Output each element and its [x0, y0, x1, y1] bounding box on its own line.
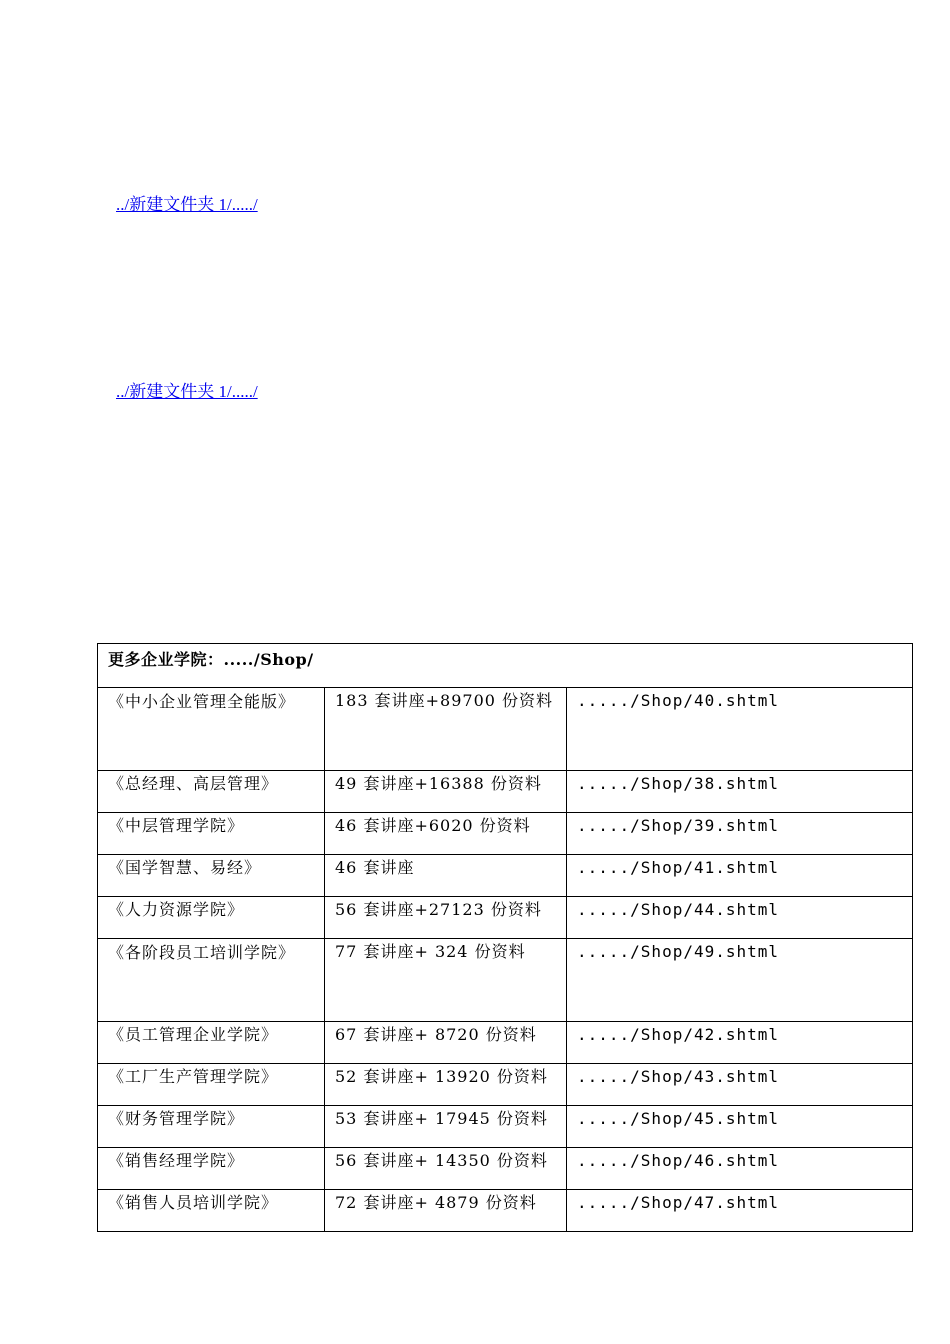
table-row: [98, 855, 913, 897]
academy-content-cell: 53 套讲座+ 17945 份资料: [325, 1106, 567, 1148]
academy-name: 《销售经理学院》: [108, 1151, 245, 1170]
academy-content-cell: 46 套讲座: [325, 855, 567, 897]
academy-url-cell: ...../Shop/45.shtml: [567, 1106, 913, 1148]
academy-name-cell: [98, 1148, 325, 1190]
table-row: [98, 897, 913, 939]
table-row: [98, 688, 913, 771]
table-row: [98, 1190, 913, 1232]
table-row: [98, 771, 913, 813]
academy-name-cell: [98, 1190, 325, 1232]
academy-name-cell: [98, 855, 325, 897]
academy-url-cell: ...../Shop/41.shtml: [567, 855, 913, 897]
academy-name-cell: [98, 688, 325, 771]
academy-content-cell: 77 套讲座+ 324 份资料: [325, 939, 567, 1022]
table-row: [98, 939, 913, 1022]
academy-table-body: [98, 644, 913, 1232]
academy-url-cell: ...../Shop/40.shtml: [567, 688, 913, 771]
academy-url-cell: ...../Shop/42.shtml: [567, 1022, 913, 1064]
academy-name-cell: [98, 897, 325, 939]
academy-content-cell: 56 套讲座+ 14350 份资料: [325, 1148, 567, 1190]
academy-name-cell: [98, 1064, 325, 1106]
table-row: [98, 1022, 913, 1064]
academy-name-cell: [98, 1106, 325, 1148]
academy-name: 《工厂生产管理学院》: [108, 1067, 279, 1086]
table-row: [98, 1106, 913, 1148]
academy-name: 《中小企业管理全能版》: [108, 692, 296, 711]
folder-link-2[interactable]: ../新建文件夹 1/...../: [116, 382, 258, 401]
academy-name-cell: [98, 813, 325, 855]
table-row: [98, 813, 913, 855]
academy-name-cell: [98, 771, 325, 813]
academy-name-cell: [98, 1022, 325, 1064]
academy-table: [97, 643, 913, 1232]
academy-name: 《国学智慧、易经》: [108, 858, 262, 877]
folder-link-1[interactable]: ../新建文件夹 1/...../: [116, 195, 258, 214]
academy-content-cell: 67 套讲座+ 8720 份资料: [325, 1022, 567, 1064]
academy-name: 《总经理、高层管理》: [108, 774, 279, 793]
academy-content-cell: 52 套讲座+ 13920 份资料: [325, 1064, 567, 1106]
academy-name: 《员工管理企业学院》: [108, 1025, 279, 1044]
table-header-row: [98, 644, 913, 688]
academy-name: 《财务管理学院》: [108, 1109, 245, 1128]
academy-url-cell: ...../Shop/38.shtml: [567, 771, 913, 813]
academy-url-cell: ...../Shop/46.shtml: [567, 1148, 913, 1190]
academy-name: 《中层管理学院》: [108, 816, 245, 835]
academy-content-cell: 56 套讲座+27123 份资料: [325, 897, 567, 939]
academy-url-cell: ...../Shop/49.shtml: [567, 939, 913, 1022]
academy-name-cell: [98, 939, 325, 1022]
academy-name: 《人力资源学院》: [108, 900, 245, 919]
academy-url-cell: ...../Shop/43.shtml: [567, 1064, 913, 1106]
table-row: [98, 1148, 913, 1190]
academy-url-cell: ...../Shop/47.shtml: [567, 1190, 913, 1232]
academy-content-cell: 49 套讲座+16388 份资料: [325, 771, 567, 813]
academy-content-cell: 46 套讲座+6020 份资料: [325, 813, 567, 855]
table-row: [98, 1064, 913, 1106]
academy-content-cell: 72 套讲座+ 4879 份资料: [325, 1190, 567, 1232]
table-header: 更多企业学院：...../Shop/: [98, 644, 913, 688]
academy-content-cell: 183 套讲座+89700 份资料: [325, 688, 567, 771]
academy-url-cell: ...../Shop/44.shtml: [567, 897, 913, 939]
academy-name: 《销售人员培训学院》: [108, 1193, 279, 1212]
academy-url-cell: ...../Shop/39.shtml: [567, 813, 913, 855]
academy-name: 《各阶段员工培训学院》: [108, 943, 296, 962]
